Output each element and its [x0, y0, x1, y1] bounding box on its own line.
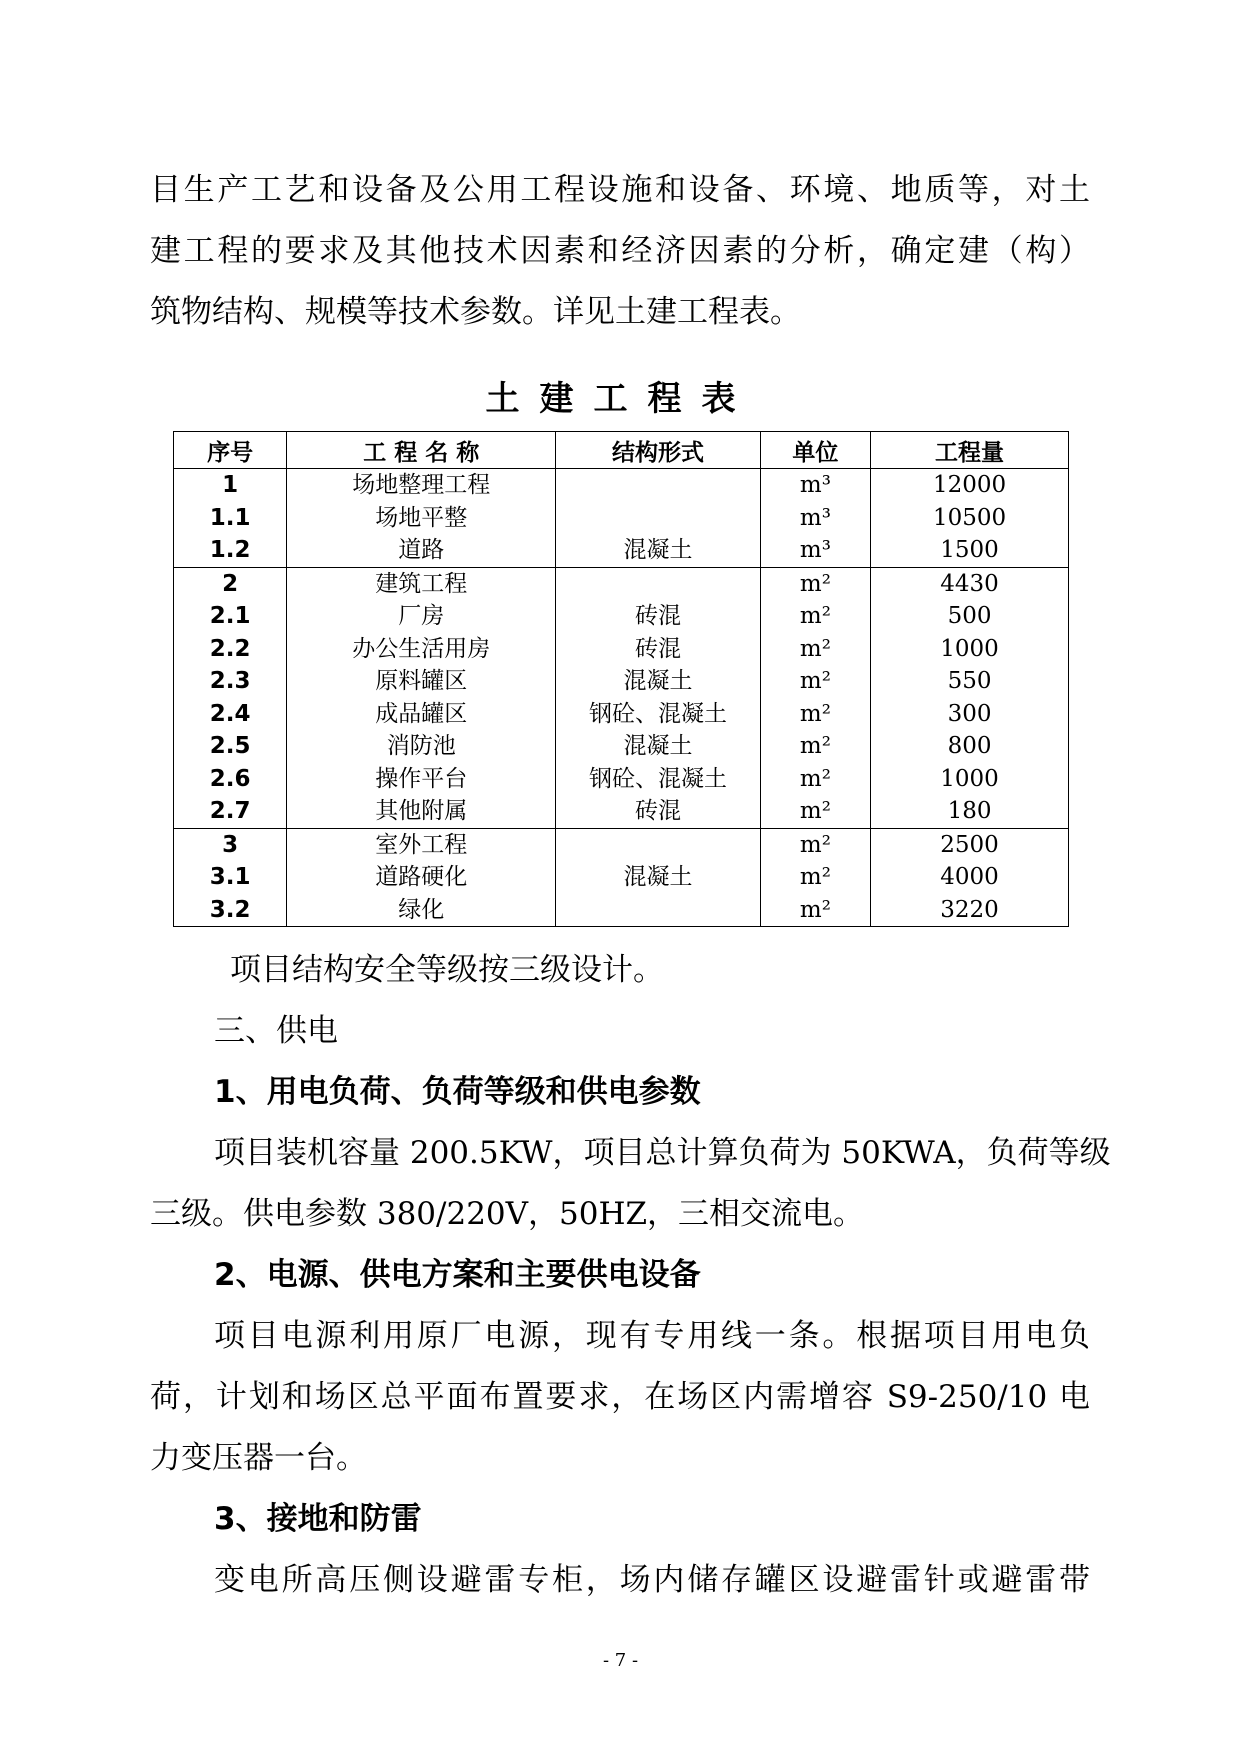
- cell-unit: m²: [760, 698, 870, 731]
- cell-quantity: 12000: [871, 469, 1069, 502]
- cell-unit: m²: [760, 763, 870, 796]
- cell-structure: 砖混: [556, 633, 761, 666]
- cell-no: 3.2: [174, 894, 287, 927]
- cell-structure: 混凝土: [556, 534, 761, 567]
- structure-safety-note: 项目结构安全等级按三级设计。: [230, 952, 664, 988]
- cell-quantity: 300: [871, 698, 1069, 731]
- cell-no: 1.1: [174, 502, 287, 535]
- cell-no: 1: [174, 469, 287, 502]
- load-paragraph-line-2: 三级。供电参数 380/220V，50HZ，三相交流电。: [150, 1196, 865, 1232]
- cell-no: 2.1: [174, 600, 287, 633]
- header-structure: 结构形式: [556, 432, 761, 469]
- cell-quantity: 1000: [871, 763, 1069, 796]
- cell-unit: m²: [760, 600, 870, 633]
- cell-quantity: 4000: [871, 861, 1069, 894]
- cell-no: 2.3: [174, 665, 287, 698]
- cell-structure: 砖混: [556, 600, 761, 633]
- cell-unit: m²: [760, 828, 870, 861]
- page-number: - 7 -: [602, 1650, 639, 1671]
- cell-no: 3: [174, 828, 287, 861]
- civil-works-table: [173, 431, 1069, 927]
- cell-no: 3.1: [174, 861, 287, 894]
- cell-name: 绿化: [287, 894, 556, 927]
- cell-structure: [556, 502, 761, 535]
- table-row: [174, 795, 1069, 828]
- cell-unit: m²: [760, 894, 870, 927]
- heading-power-source: 2、电源、供电方案和主要供电设备: [214, 1257, 701, 1293]
- body-section: [150, 940, 1111, 1611]
- cell-name: 道路硬化: [287, 861, 556, 894]
- cell-no: 2.2: [174, 633, 287, 666]
- cell-unit: m²: [760, 861, 870, 894]
- table-row: [174, 894, 1069, 927]
- table-header-row: [174, 432, 1069, 469]
- cell-structure: 混凝土: [556, 665, 761, 698]
- cell-name: 办公生活用房: [287, 633, 556, 666]
- load-paragraph-line-1: 项目装机容量 200.5KW，项目总计算负荷为 50KWA，负荷等级: [214, 1135, 1111, 1171]
- table-row: [174, 469, 1069, 502]
- heading-grounding-lightning: 3、接地和防雷: [214, 1501, 422, 1537]
- cell-quantity: 1500: [871, 534, 1069, 567]
- cell-quantity: 3220: [871, 894, 1069, 927]
- cell-name: 道路: [287, 534, 556, 567]
- cell-quantity: 10500: [871, 502, 1069, 535]
- cell-structure: [556, 828, 761, 861]
- cell-no: 2.5: [174, 730, 287, 763]
- cell-structure: 混凝土: [556, 730, 761, 763]
- intro-line-1: 目生产工艺和设备及公用工程设施和设备、环境、地质等，对土: [150, 172, 1090, 208]
- cell-name: 建筑工程: [287, 567, 556, 600]
- table-title: 土建工程表: [485, 379, 756, 419]
- cell-quantity: 800: [871, 730, 1069, 763]
- intro-line-2: 建工程的要求及其他技术因素和经济因素的分析，确定建（构）: [150, 233, 1090, 269]
- cell-structure: 砖混: [556, 795, 761, 828]
- header-no: 序号: [174, 432, 287, 469]
- cell-structure: [556, 469, 761, 502]
- cell-quantity: 500: [871, 600, 1069, 633]
- cell-name: 其他附属: [287, 795, 556, 828]
- cell-structure: 混凝土: [556, 861, 761, 894]
- table-row: [174, 665, 1069, 698]
- header-name: 工 程 名 称: [287, 432, 556, 469]
- table-row: [174, 534, 1069, 567]
- cell-no: 2.6: [174, 763, 287, 796]
- cell-unit: m²: [760, 633, 870, 666]
- cell-quantity: 1000: [871, 633, 1069, 666]
- cell-unit: m³: [760, 534, 870, 567]
- cell-structure: 钢砼、混凝土: [556, 698, 761, 731]
- table-row: [174, 698, 1069, 731]
- cell-name: 室外工程: [287, 828, 556, 861]
- source-paragraph-line-2: 荷，计划和场区总平面布置要求，在场区内需增容 S9-250/10 电: [150, 1379, 1090, 1415]
- table-row: [174, 502, 1069, 535]
- cell-name: 成品罐区: [287, 698, 556, 731]
- cell-quantity: 4430: [871, 567, 1069, 600]
- cell-unit: m²: [760, 665, 870, 698]
- intro-paragraph: [150, 160, 1090, 343]
- cell-unit: m²: [760, 795, 870, 828]
- cell-unit: m³: [760, 502, 870, 535]
- section-title-power-supply: 三、供电: [214, 1013, 338, 1049]
- cell-quantity: 2500: [871, 828, 1069, 861]
- table-row: [174, 730, 1069, 763]
- cell-no: 2.7: [174, 795, 287, 828]
- table-row: [174, 763, 1069, 796]
- source-paragraph-line-1: 项目电源利用原厂电源，现有专用线一条。根据项目用电负: [214, 1318, 1090, 1354]
- cell-name: 场地平整: [287, 502, 556, 535]
- intro-line-3: 筑物结构、规模等技术参数。详见土建工程表。: [150, 294, 801, 330]
- cell-unit: m²: [760, 730, 870, 763]
- cell-name: 厂房: [287, 600, 556, 633]
- cell-name: 原料罐区: [287, 665, 556, 698]
- cell-no: 1.2: [174, 534, 287, 567]
- cell-name: 消防池: [287, 730, 556, 763]
- cell-structure: 钢砼、混凝土: [556, 763, 761, 796]
- cell-quantity: 180: [871, 795, 1069, 828]
- cell-name: 场地整理工程: [287, 469, 556, 502]
- header-quantity: 工程量: [871, 432, 1069, 469]
- heading-load-and-parameters: 1、用电负荷、负荷等级和供电参数: [214, 1074, 701, 1110]
- cell-unit: m²: [760, 567, 870, 600]
- cell-name: 操作平台: [287, 763, 556, 796]
- grounding-paragraph-line-1: 变电所高压侧设避雷专柜，场内储存罐区设避雷针或避雷带: [214, 1562, 1090, 1598]
- header-unit: 单位: [760, 432, 870, 469]
- cell-no: 2.4: [174, 698, 287, 731]
- cell-structure: [556, 567, 761, 600]
- table-row: [174, 633, 1069, 666]
- table-row: [174, 861, 1069, 894]
- cell-no: 2: [174, 567, 287, 600]
- table-row: [174, 600, 1069, 633]
- cell-quantity: 550: [871, 665, 1069, 698]
- table-row: [174, 567, 1069, 600]
- cell-unit: m³: [760, 469, 870, 502]
- source-paragraph-line-3: 力变压器一台。: [150, 1440, 367, 1476]
- table-row: [174, 828, 1069, 861]
- cell-structure: [556, 894, 761, 927]
